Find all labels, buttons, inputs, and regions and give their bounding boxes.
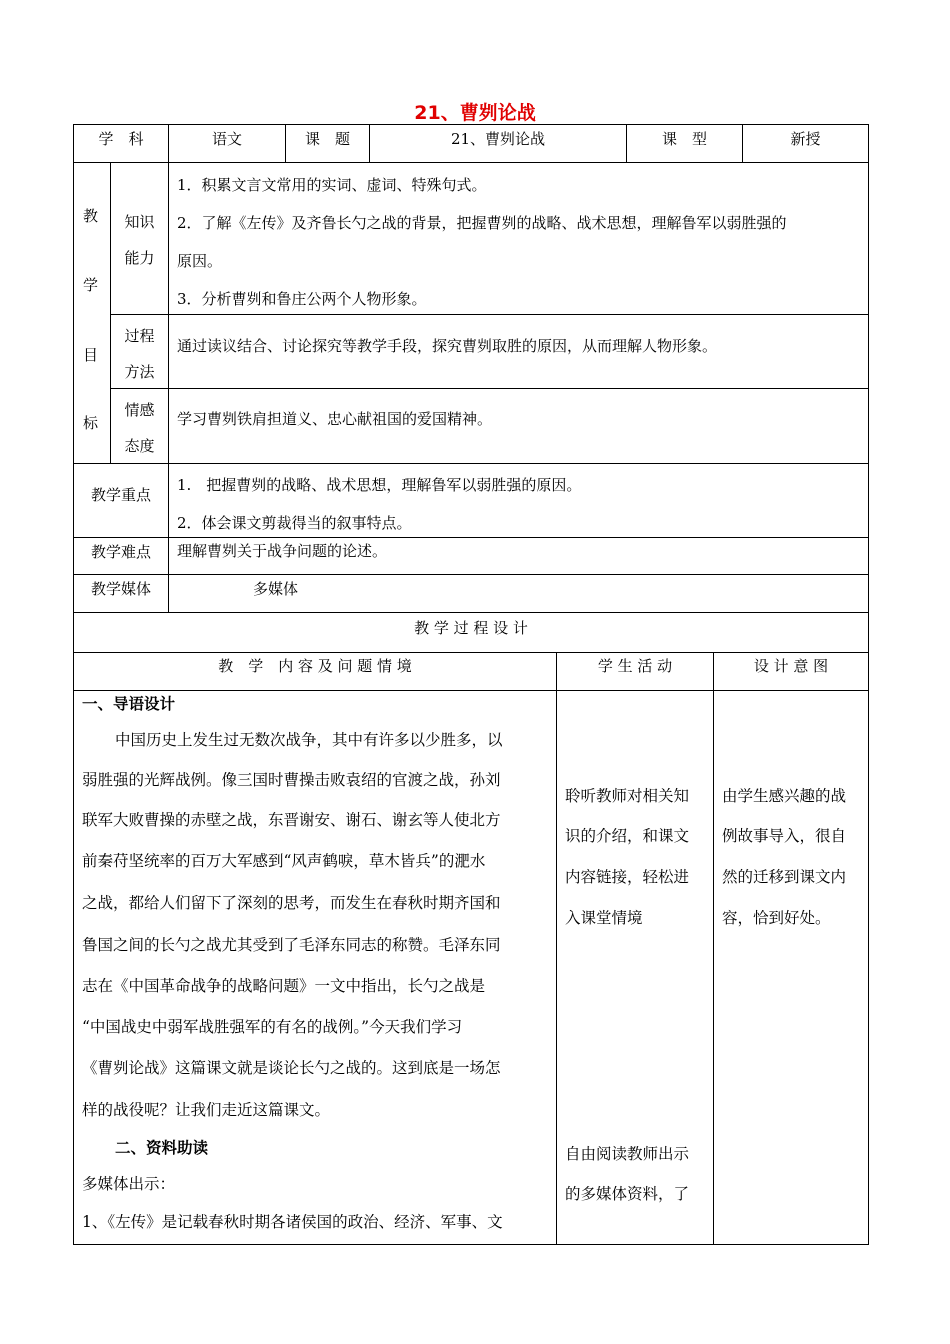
paragraph-line: 之战，都给人们留下了深刻的思考，而发生在春秋时期齐国和 (82, 894, 501, 912)
section-heading: 一、导语设计 (82, 695, 176, 713)
column-header-intent: 设 计 意 图 (753, 657, 829, 675)
section-heading: 二、资料助读 (115, 1139, 209, 1157)
emotion-text: 学习曹刿铁肩担道义、忠心献祖国的爱国精神。 (177, 410, 493, 428)
paragraph-line: 样的战役呢？让我们走近这篇课文。 (82, 1101, 331, 1119)
column-header-content: 教 学 内 容 及 问 题 情 境 (218, 657, 412, 675)
activity-line: 自由阅读教师出示 (565, 1145, 690, 1163)
row-divider (73, 574, 869, 575)
table-border-bottom (73, 1244, 869, 1245)
media-label: 教学媒体 (90, 580, 151, 598)
process-design-heading: 教 学 过 程 设 计 (414, 619, 528, 637)
paragraph-line: 《曹刿论战》这篇课文就是谈论长勺之战的。这到底是一场怎 (82, 1059, 501, 1077)
activity-line: 聆听教师对相关知 (565, 787, 690, 805)
row-divider (73, 162, 869, 163)
paragraph-line: 中国历史上发生过无数次战争，其中有许多以少胜多，以 (115, 731, 503, 749)
column-header-student: 学 生 活 动 (597, 657, 673, 675)
activity-line: 识的介绍，和课文 (565, 827, 690, 845)
col-divider (713, 652, 714, 1245)
type-value: 新授 (790, 130, 821, 148)
list-item: 2．了解《左传》及齐鲁长勺之战的背景，把握曹刿的战略、战术思想，理解鲁军以弱胜强的 (177, 214, 787, 232)
col-divider (168, 162, 169, 464)
col-divider (168, 463, 169, 613)
intent-line: 然的迁移到课文内 (722, 868, 847, 886)
lesson-value: 21、曹刿论战 (450, 130, 546, 148)
activity-line: 入课堂情境 (565, 909, 643, 927)
objectives-label-char: 学 (83, 276, 99, 294)
media-text: 多媒体 (253, 580, 299, 598)
paragraph-line: 弱胜强的光辉战例。像三国时曹操击败袁绍的官渡之战，孙刘 (82, 771, 501, 789)
objectives-label-char: 教 (83, 207, 99, 225)
intent-line: 由学生感兴趣的战 (722, 787, 847, 805)
table-border-right (868, 124, 869, 1245)
subject-value: 语文 (211, 130, 242, 148)
objectives-group-label (74, 163, 110, 463)
paragraph-line: 鲁国之间的长勺之战尤其受到了毛泽东同志的称赞。毛泽东同 (82, 936, 501, 954)
page-title: 21、曹刿论战 (414, 102, 536, 124)
row-divider (110, 388, 869, 389)
knowledge-items (177, 166, 787, 318)
difficulty-text: 理解曹刿关于战争问题的论述。 (177, 542, 388, 560)
paragraph-line: 1、《左传》是记载春秋时期各诸侯国的政治、经济、军事、文 (82, 1213, 503, 1231)
activity-line: 内容链接，轻松进 (565, 868, 690, 886)
objectives-label-char: 标 (83, 414, 99, 432)
difficulty-label: 教学难点 (90, 543, 151, 561)
type-label: 课 型 (661, 130, 707, 148)
activity-line: 的多媒体资料，了 (565, 1185, 690, 1203)
row-divider (73, 463, 869, 464)
paragraph-line: 志在《中国革命战争的战略问题》一文中指出，长勺之战是 (82, 977, 486, 995)
objectives-label-char: 目 (83, 346, 99, 364)
subject-label: 学 科 (98, 130, 144, 148)
knowledge-label: 知识 能力 (124, 213, 155, 267)
paragraph-line: 联军大败曹操的赤壁之战，东晋谢安、谢石、谢玄等人使北方 (82, 811, 501, 829)
emotion-label: 情感 态度 (124, 401, 155, 455)
list-item: 原因。 (177, 252, 223, 270)
list-item: 3．分析曹刿和鲁庄公两个人物形象。 (177, 290, 427, 308)
paragraph-line: 前秦苻坚统率的百万大军感到“风声鹤唳，草木皆兵”的淝水 (82, 852, 486, 870)
paragraph-line: 多媒体出示： (82, 1175, 176, 1193)
key-points-items (177, 466, 581, 542)
row-divider (73, 690, 869, 691)
intent-line: 例故事导入，很自 (722, 827, 847, 845)
key-points-label: 教学重点 (90, 486, 151, 504)
list-item: 1．积累文言文常用的实词、虚词、特殊句式。 (177, 176, 487, 194)
list-item: 2．体会课文剪裁得当的叙事特点。 (177, 514, 412, 532)
list-item: 1. 把握曹刿的战略、战术思想，理解鲁军以弱胜强的原因。 (177, 476, 582, 494)
col-divider (556, 652, 557, 1245)
process-label: 过程 方法 (124, 327, 155, 381)
lesson-label: 课 题 (304, 130, 350, 148)
process-text: 通过读议结合、讨论探究等教学手段，探究曹刿取胜的原因，从而理解人物形象。 (177, 337, 718, 355)
intent-line: 容，恰到好处。 (722, 909, 831, 927)
paragraph-line: “中国战史中弱军战胜强军的有名的战例。”今天我们学习 (82, 1018, 463, 1036)
